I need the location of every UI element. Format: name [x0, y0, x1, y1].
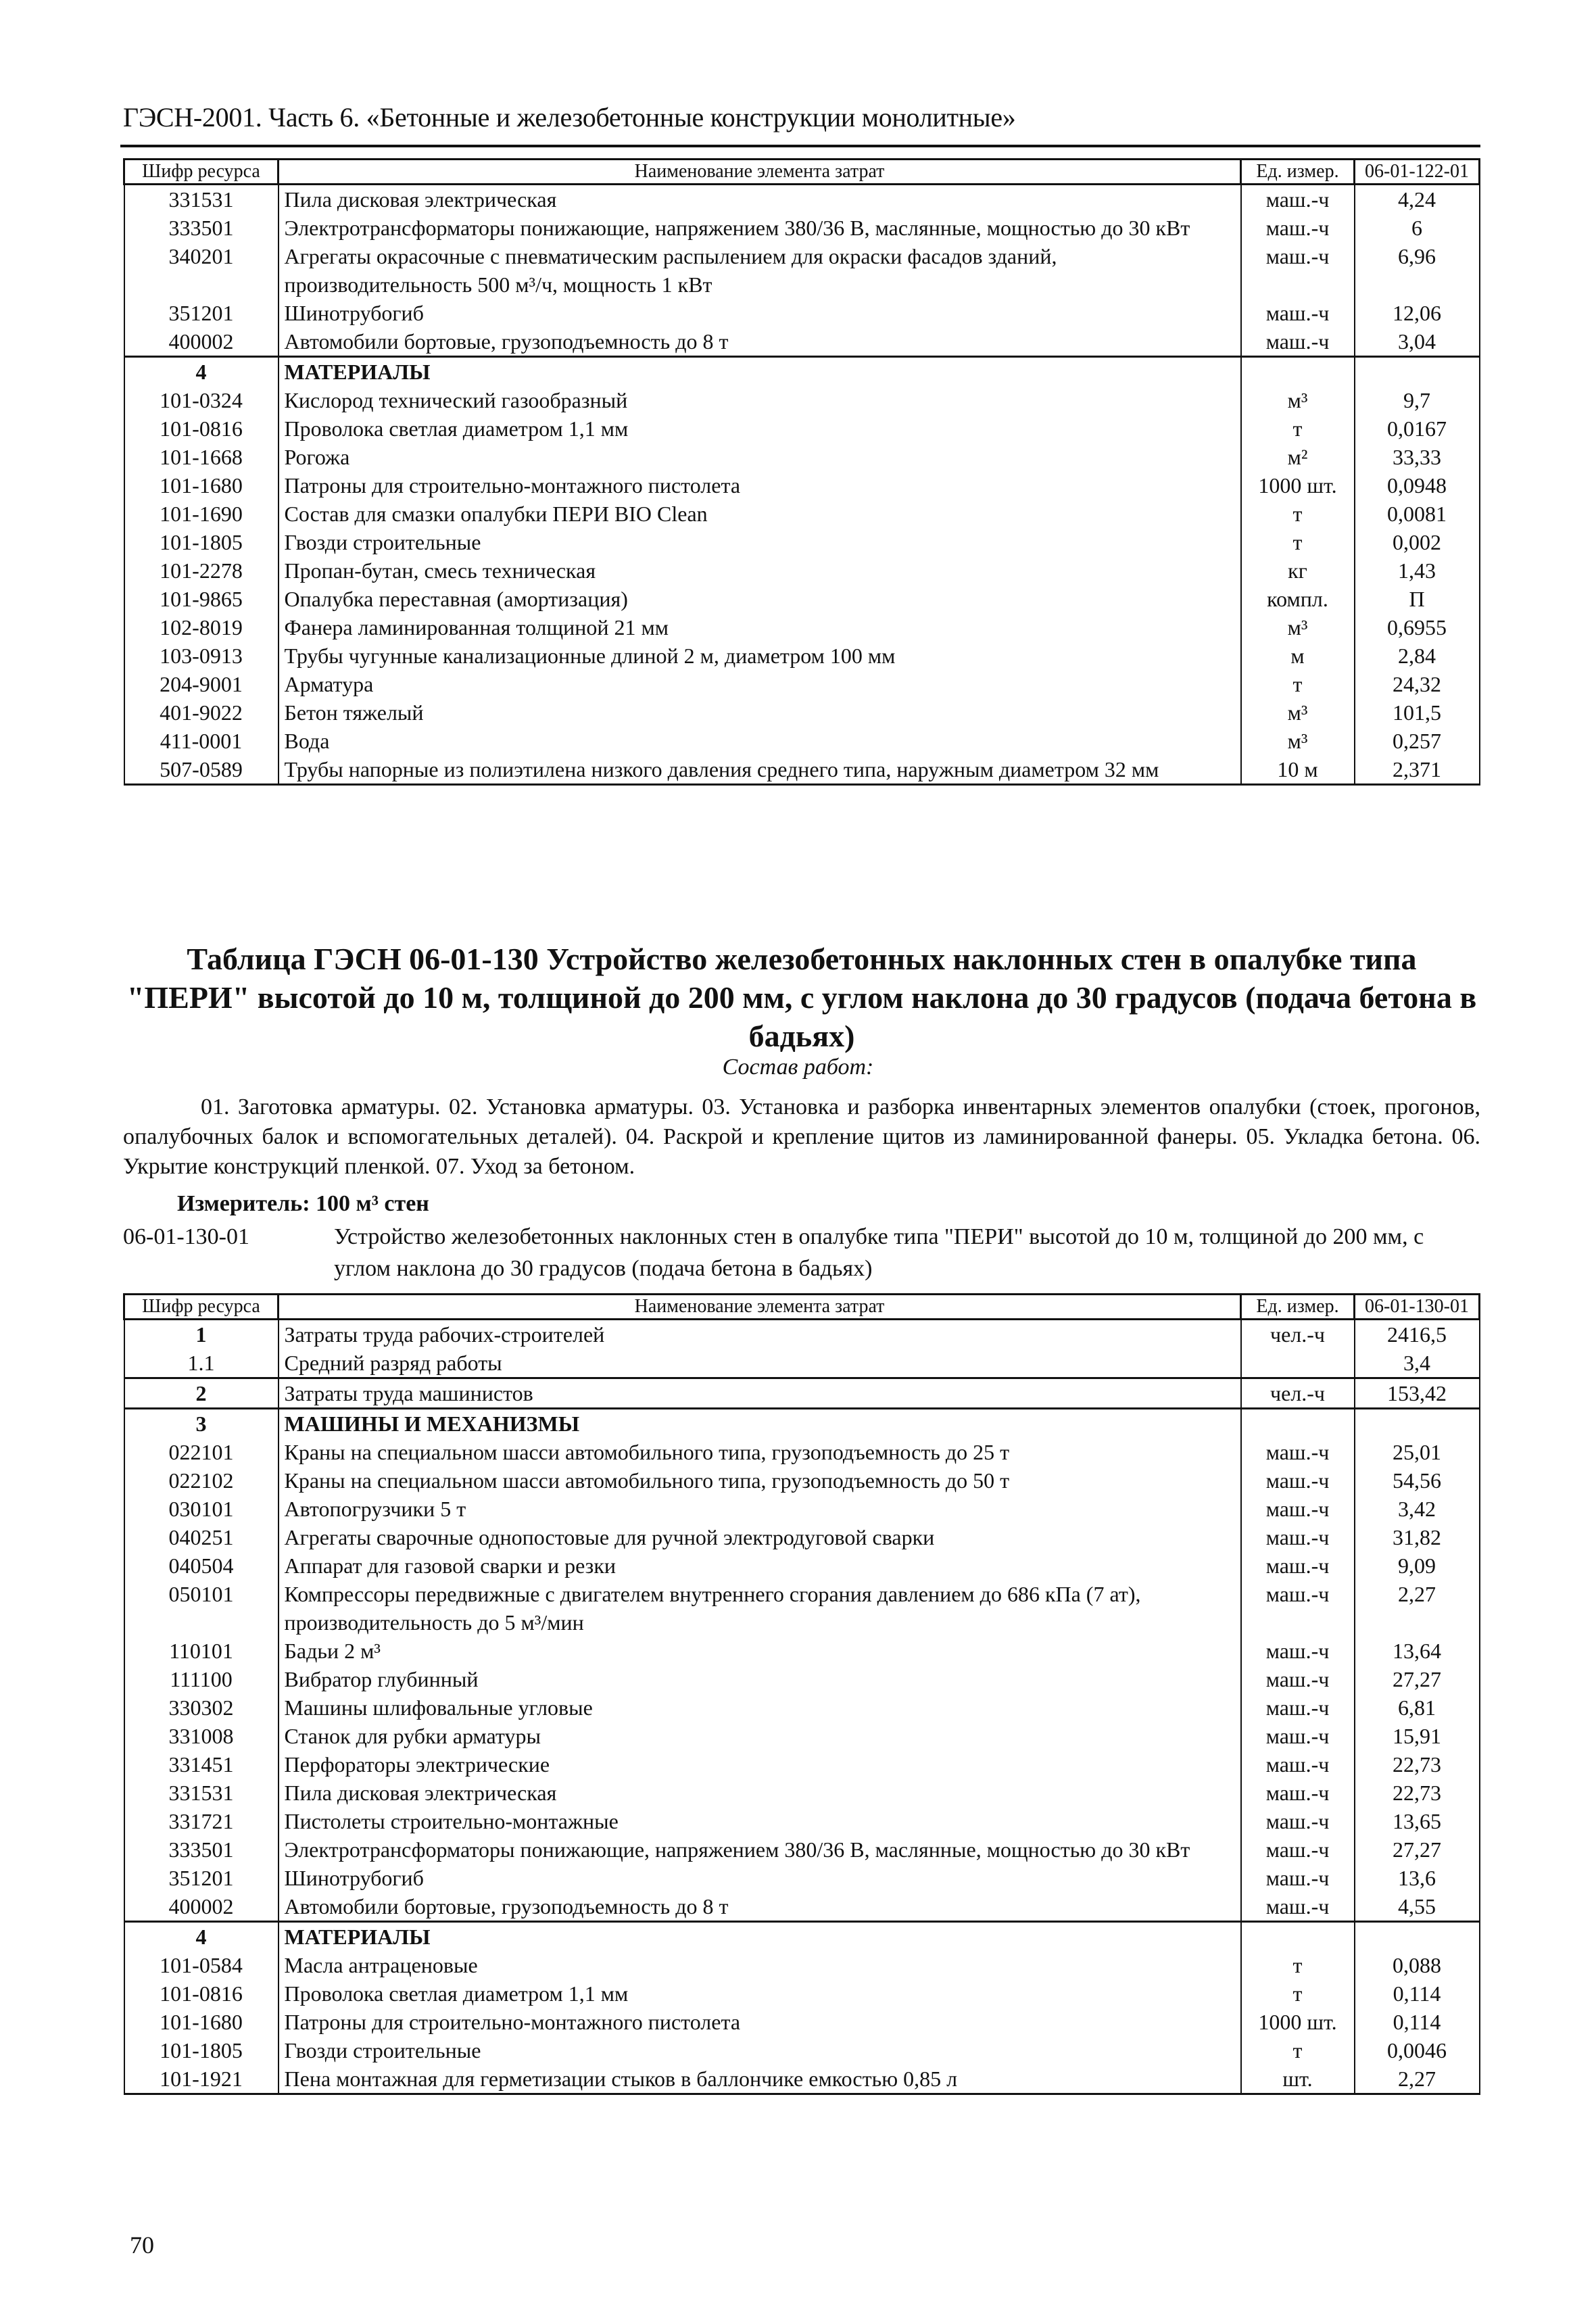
unit: чел.-ч [1241, 1378, 1355, 1409]
resource-name: Патроны для строительно-монтажного пистолета [279, 471, 1241, 500]
table-row [124, 2036, 1480, 2065]
table-row [124, 1892, 1480, 1922]
resource-name: Шинотрубогиб [279, 299, 1241, 327]
table-row [124, 670, 1480, 698]
resource-code: 400002 [124, 1892, 279, 1922]
resource-name: Рогожа [279, 443, 1241, 471]
unit: маш.-ч [1241, 214, 1355, 242]
norm-value: 2,371 [1355, 755, 1480, 785]
table-row [124, 1693, 1480, 1722]
resource-name: Масла антраценовые [279, 1951, 1241, 1979]
table-row [124, 1551, 1480, 1580]
resource-code: 333501 [124, 1835, 279, 1864]
table-row [124, 500, 1480, 528]
norm-value: 0,257 [1355, 727, 1480, 755]
table-row [124, 585, 1480, 613]
resource-name: Состав для смазки опалубки ПЕРИ BIO Clean [279, 500, 1241, 528]
unit: м³ [1241, 698, 1355, 727]
unit: маш.-ч [1241, 1750, 1355, 1779]
unit [1241, 1409, 1355, 1439]
table-row [124, 214, 1480, 242]
row-group [124, 357, 1480, 785]
norm-value: 153,42 [1355, 1378, 1480, 1409]
table-row [124, 1807, 1480, 1835]
unit: м² [1241, 443, 1355, 471]
measure-unit: Измеритель: 100 м³ стен [177, 1191, 429, 1216]
norm-value: 24,32 [1355, 670, 1480, 698]
norm-value: 13,64 [1355, 1637, 1480, 1665]
table-row [124, 414, 1480, 443]
resource-code: 101-0324 [124, 386, 279, 414]
col-header-name: Наименование элемента затрат [279, 160, 1241, 185]
resource-name: Компрессоры передвижные с двигателем внутреннего сгорания давлением до 686 кПа (7 ат), производительность до 5 м³/мин [279, 1580, 1241, 1637]
unit: маш.-ч [1241, 1438, 1355, 1466]
col-header-code: Шифр ресурса [124, 1295, 279, 1320]
table-row [124, 1466, 1480, 1495]
table-row [124, 386, 1480, 414]
norm-value: 25,01 [1355, 1438, 1480, 1466]
col-header-code: Шифр ресурса [124, 160, 279, 185]
norm-value: 4,55 [1355, 1892, 1480, 1922]
unit: маш.-ч [1241, 1807, 1355, 1835]
resource-code: 331451 [124, 1750, 279, 1779]
resource-name: Автомобили бортовые, грузоподъемность до 8 т [279, 327, 1241, 357]
resource-code: 1 [124, 1320, 279, 1349]
resource-name: Пистолеты строительно-монтажные [279, 1807, 1241, 1835]
unit: чел.-ч [1241, 1320, 1355, 1349]
table-row [124, 642, 1480, 670]
table-row [124, 242, 1480, 299]
norm-value: 0,114 [1355, 1979, 1480, 2008]
unit: маш.-ч [1241, 1665, 1355, 1693]
resource-table-06-01-122-01 [123, 158, 1480, 786]
unit: т [1241, 500, 1355, 528]
resource-name: Вода [279, 727, 1241, 755]
resource-name: Шинотрубогиб [279, 1864, 1241, 1892]
resource-name: Проволока светлая диаметром 1,1 мм [279, 1979, 1241, 2008]
norm-value: 3,4 [1355, 1349, 1480, 1378]
resource-code: 351201 [124, 1864, 279, 1892]
table-row [124, 2065, 1480, 2094]
norm-value [1355, 1409, 1480, 1439]
col-header-norm: 06-01-130-01 [1355, 1295, 1480, 1320]
norm-value: 22,73 [1355, 1750, 1480, 1779]
norm-value: 15,91 [1355, 1722, 1480, 1750]
norm-value: 0,0046 [1355, 2036, 1480, 2065]
resource-code: 050101 [124, 1580, 279, 1637]
resource-name: Арматура [279, 670, 1241, 698]
table-row [124, 1409, 1480, 1439]
norm-value: П [1355, 585, 1480, 613]
resource-name: Автопогрузчики 5 т [279, 1495, 1241, 1523]
resource-code: 101-2278 [124, 556, 279, 585]
resource-name: Средний разряд работы [279, 1349, 1241, 1378]
norm-value: 9,09 [1355, 1551, 1480, 1580]
norm-value: 2,27 [1355, 1580, 1480, 1637]
unit: т [1241, 2036, 1355, 2065]
resource-code: 330302 [124, 1693, 279, 1722]
resource-code: 351201 [124, 299, 279, 327]
unit: 1000 шт. [1241, 471, 1355, 500]
record-code: 06-01-130-01 [123, 1224, 249, 1249]
resource-name: Вибратор глубинный [279, 1665, 1241, 1693]
table-row [124, 1495, 1480, 1523]
resource-code: 111100 [124, 1665, 279, 1693]
unit: маш.-ч [1241, 1495, 1355, 1523]
table-row [124, 1665, 1480, 1693]
works-composition: 01. Заготовка арматуры. 02. Установка арматуры. 03. Установка и разборка инвентарных элементов опалубки (стоек, прогонов, опалубочных балок и вспомогательных деталей). 04. Раскрой и крепление щитов из ламинированной фанеры. 05. Укладка бетона. 06. Укрытие конструкций пленкой. 07. Уход за бетоном. [123, 1094, 1480, 1179]
resource-name: Агрегаты окрасочные с пневматическим распылением для окраски фасадов зданий, производительность 500 м³/ч, мощность 1 кВт [279, 242, 1241, 299]
table-row [124, 1979, 1480, 2008]
resource-name: Трубы чугунные канализационные длиной 2 м, диаметром 100 мм [279, 642, 1241, 670]
resource-code: 340201 [124, 242, 279, 299]
table-row [124, 1835, 1480, 1864]
table-row [124, 613, 1480, 642]
unit: маш.-ч [1241, 1523, 1355, 1551]
norm-value: 6,96 [1355, 242, 1480, 299]
resource-code: 101-1668 [124, 443, 279, 471]
unit: маш.-ч [1241, 1864, 1355, 1892]
resource-name: Затраты труда рабочих-строителей [279, 1320, 1241, 1349]
resource-code: 4 [124, 357, 279, 387]
unit: м³ [1241, 386, 1355, 414]
norm-value: 0,0167 [1355, 414, 1480, 443]
norm-value: 0,114 [1355, 2008, 1480, 2036]
resource-code: 3 [124, 1409, 279, 1439]
record-text: Устройство железобетонных наклонных стен в опалубке типа "ПЕРИ" высотой до 10 м, толщиной до 200 мм, с углом наклона до 30 градусов (подача бетона в бадьях) [334, 1224, 1424, 1281]
row-group [124, 1378, 1480, 1409]
resource-code: 331531 [124, 185, 279, 214]
resource-code: 204-9001 [124, 670, 279, 698]
resource-code: 411-0001 [124, 727, 279, 755]
norm-value: 3,42 [1355, 1495, 1480, 1523]
col-header-unit: Ед. измер. [1241, 1295, 1355, 1320]
table-title: Таблица ГЭСН 06-01-130 Устройство железобетонных наклонных стен в опалубке типа "ПЕРИ" высотой до 10 м, толщиной до 200 мм, с углом наклона до 30 градусов (подача бетона в бадьях) [126, 942, 1477, 1053]
norm-value: 0,0081 [1355, 500, 1480, 528]
resource-name: Автомобили бортовые, грузоподъемность до 8 т [279, 1892, 1241, 1922]
table-row [124, 2008, 1480, 2036]
resource-code: 101-1805 [124, 528, 279, 556]
table-row [124, 1722, 1480, 1750]
unit: маш.-ч [1241, 1892, 1355, 1922]
running-header: ГЭСН-2001. Часть 6. «Бетонные и железобетонные конструкции монолитные» [123, 102, 1016, 132]
resource-code: 401-9022 [124, 698, 279, 727]
unit: кг [1241, 556, 1355, 585]
norm-value: 31,82 [1355, 1523, 1480, 1551]
resource-code: 110101 [124, 1637, 279, 1665]
table-row [124, 556, 1480, 585]
resource-name: Пила дисковая электрическая [279, 185, 1241, 214]
norm-value: 2,27 [1355, 2065, 1480, 2094]
row-group [124, 1922, 1480, 2094]
unit: т [1241, 1951, 1355, 1979]
table-row [124, 1864, 1480, 1892]
resource-name: Электротрансформаторы понижающие, напряжением 380/36 В, маслянные, мощностью до 30 кВт [279, 1835, 1241, 1864]
norm-value: 3,04 [1355, 327, 1480, 357]
resource-name: Аппарат для газовой сварки и резки [279, 1551, 1241, 1580]
norm-value: 0,0948 [1355, 471, 1480, 500]
unit: маш.-ч [1241, 1779, 1355, 1807]
norm-value: 9,7 [1355, 386, 1480, 414]
table-row [124, 1779, 1480, 1807]
table-row [124, 1523, 1480, 1551]
norm-value: 0,088 [1355, 1951, 1480, 1979]
resource-name: Краны на специальном шасси автомобильного типа, грузоподъемность до 50 т [279, 1466, 1241, 1495]
unit: маш.-ч [1241, 185, 1355, 214]
unit [1241, 1349, 1355, 1378]
norm-value: 6,81 [1355, 1693, 1480, 1722]
table-row [124, 1438, 1480, 1466]
resource-name: Проволока светлая диаметром 1,1 мм [279, 414, 1241, 443]
page-number: 70 [130, 2231, 154, 2259]
unit: маш.-ч [1241, 299, 1355, 327]
resource-code: 022101 [124, 1438, 279, 1466]
norm-value: 27,27 [1355, 1835, 1480, 1864]
unit: маш.-ч [1241, 1551, 1355, 1580]
resource-code: 331008 [124, 1722, 279, 1750]
unit: т [1241, 528, 1355, 556]
table-row [124, 727, 1480, 755]
norm-value: 2,84 [1355, 642, 1480, 670]
resource-code: 040504 [124, 1551, 279, 1580]
resource-code: 101-0816 [124, 1979, 279, 2008]
table-row [124, 1637, 1480, 1665]
resource-code: 331721 [124, 1807, 279, 1835]
resource-name: Электротрансформаторы понижающие, напряжением 380/36 В, маслянные, мощностью до 30 кВт [279, 214, 1241, 242]
resource-name: Гвозди строительные [279, 2036, 1241, 2065]
resource-code: 101-0584 [124, 1951, 279, 1979]
unit: маш.-ч [1241, 1637, 1355, 1665]
resource-name: Пена монтажная для герметизации стыков в баллончике емкостью 0,85 л [279, 2065, 1241, 2094]
unit: м [1241, 642, 1355, 670]
norm-value: 12,06 [1355, 299, 1480, 327]
resource-code: 331531 [124, 1779, 279, 1807]
resource-code: 022102 [124, 1466, 279, 1495]
table-row [124, 357, 1480, 387]
col-header-norm: 06-01-122-01 [1355, 160, 1480, 185]
row-group [124, 185, 1480, 357]
resource-name: Фанера ламинированная толщиной 21 мм [279, 613, 1241, 642]
table-row [124, 299, 1480, 327]
table-row [124, 443, 1480, 471]
resource-name: Гвозди строительные [279, 528, 1241, 556]
resource-table-06-01-130-01 [123, 1293, 1480, 2095]
table-row [124, 698, 1480, 727]
unit: маш.-ч [1241, 1466, 1355, 1495]
norm-value [1355, 357, 1480, 387]
table-row [124, 1378, 1480, 1409]
col-header-unit: Ед. измер. [1241, 160, 1355, 185]
resource-code: 040251 [124, 1523, 279, 1551]
header-rule [120, 145, 1480, 147]
unit: т [1241, 414, 1355, 443]
resource-name: Бадьи 2 м³ [279, 1637, 1241, 1665]
resource-code: 2 [124, 1378, 279, 1409]
table-row [124, 471, 1480, 500]
resource-code: 101-1690 [124, 500, 279, 528]
resource-name: МАТЕРИАЛЫ [279, 357, 1241, 387]
unit: маш.-ч [1241, 1693, 1355, 1722]
table-row [124, 1580, 1480, 1637]
unit: т [1241, 670, 1355, 698]
resource-code: 103-0913 [124, 642, 279, 670]
norm-value: 27,27 [1355, 1665, 1480, 1693]
norm-value: 6 [1355, 214, 1480, 242]
norm-value: 2416,5 [1355, 1320, 1480, 1349]
resource-code: 101-9865 [124, 585, 279, 613]
resource-code: 4 [124, 1922, 279, 1952]
norm-value: 33,33 [1355, 443, 1480, 471]
resource-code: 030101 [124, 1495, 279, 1523]
unit: маш.-ч [1241, 1835, 1355, 1864]
unit: 10 м [1241, 755, 1355, 785]
unit [1241, 357, 1355, 387]
unit: шт. [1241, 2065, 1355, 2094]
resource-code: 1.1 [124, 1349, 279, 1378]
resource-name: Машины шлифовальные угловые [279, 1693, 1241, 1722]
resource-name: Кислород технический газообразный [279, 386, 1241, 414]
table-row [124, 755, 1480, 785]
resource-code: 507-0589 [124, 755, 279, 785]
table-row [124, 528, 1480, 556]
table-row [124, 1922, 1480, 1952]
resource-name: Агрегаты сварочные однопостовые для ручной электродуговой сварки [279, 1523, 1241, 1551]
resource-name: Краны на специальном шасси автомобильного типа, грузоподъемность до 25 т [279, 1438, 1241, 1466]
unit [1241, 1922, 1355, 1952]
resource-name: МАТЕРИАЛЫ [279, 1922, 1241, 1952]
resource-name: Пила дисковая электрическая [279, 1779, 1241, 1807]
table-row [124, 1320, 1480, 1349]
unit: маш.-ч [1241, 1722, 1355, 1750]
resource-name: Трубы напорные из полиэтилена низкого давления среднего типа, наружным диаметром 32 мм [279, 755, 1241, 785]
unit: компл. [1241, 585, 1355, 613]
norm-value [1355, 1922, 1480, 1952]
resource-code: 101-1921 [124, 2065, 279, 2094]
norm-value: 13,65 [1355, 1807, 1480, 1835]
resource-name: Затраты труда машинистов [279, 1378, 1241, 1409]
resource-name: Опалубка переставная (амортизация) [279, 585, 1241, 613]
unit: м³ [1241, 727, 1355, 755]
resource-code: 333501 [124, 214, 279, 242]
resource-name: МАШИНЫ И МЕХАНИЗМЫ [279, 1409, 1241, 1439]
unit: 1000 шт. [1241, 2008, 1355, 2036]
unit: маш.-ч [1241, 242, 1355, 299]
norm-value: 4,24 [1355, 185, 1480, 214]
resource-code: 101-1805 [124, 2036, 279, 2065]
resource-code: 101-1680 [124, 2008, 279, 2036]
resource-name: Пропан-бутан, смесь техническая [279, 556, 1241, 585]
resource-name: Перфораторы электрические [279, 1750, 1241, 1779]
unit: маш.-ч [1241, 1580, 1355, 1637]
resource-code: 102-8019 [124, 613, 279, 642]
unit: м³ [1241, 613, 1355, 642]
norm-value: 54,56 [1355, 1466, 1480, 1495]
norm-value: 1,43 [1355, 556, 1480, 585]
row-group [124, 1409, 1480, 1922]
table-row [124, 327, 1480, 357]
resource-code: 400002 [124, 327, 279, 357]
norm-record [123, 1221, 1480, 1284]
norm-value: 101,5 [1355, 698, 1480, 727]
resource-name: Патроны для строительно-монтажного пистолета [279, 2008, 1241, 2036]
col-header-name: Наименование элемента затрат [279, 1295, 1241, 1320]
table-row [124, 1750, 1480, 1779]
row-group [124, 1320, 1480, 1378]
norm-value: 22,73 [1355, 1779, 1480, 1807]
resource-name: Бетон тяжелый [279, 698, 1241, 727]
table-row [124, 185, 1480, 214]
unit: маш.-ч [1241, 327, 1355, 357]
norm-value: 0,002 [1355, 528, 1480, 556]
resource-name: Станок для рубки арматуры [279, 1722, 1241, 1750]
table-row [124, 1951, 1480, 1979]
works-subtitle: Состав работ: [722, 1055, 874, 1080]
resource-code: 101-1680 [124, 471, 279, 500]
unit: т [1241, 1979, 1355, 2008]
table-row [124, 1349, 1480, 1378]
resource-code: 101-0816 [124, 414, 279, 443]
norm-value: 0,6955 [1355, 613, 1480, 642]
norm-value: 13,6 [1355, 1864, 1480, 1892]
